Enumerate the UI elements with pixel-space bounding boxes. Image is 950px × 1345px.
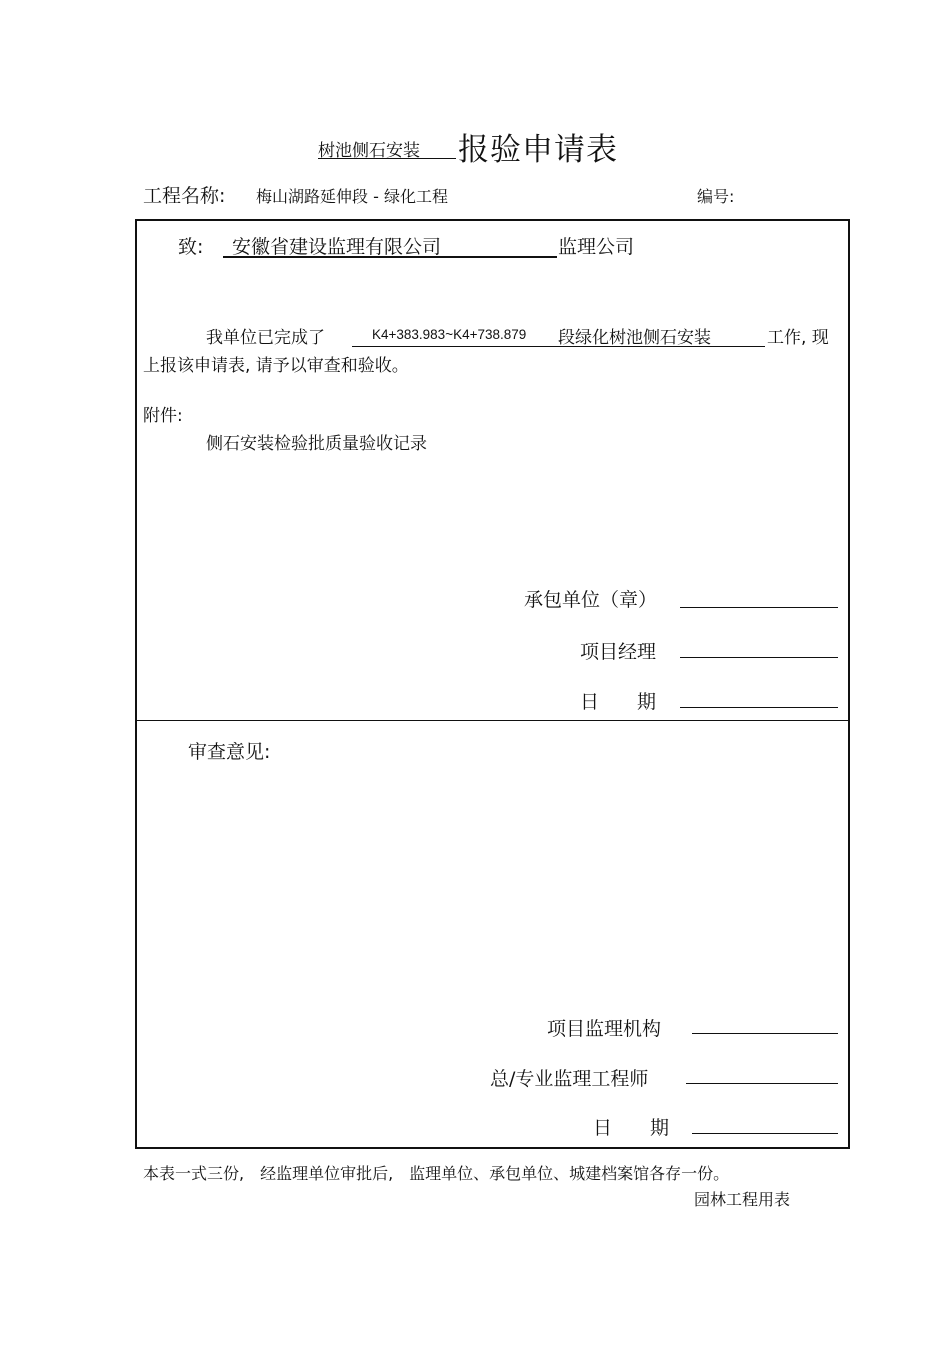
body-prefix: 我单位已完成了 [206,328,325,348]
form-subject: 树池侧石安装 [318,141,420,161]
page-title: 报验申请表 [458,132,618,168]
contractor-unit-signature-line[interactable] [680,607,838,608]
body-line2: 上报该申请表, 请予以审查和验收。 [143,356,409,376]
body-line1-end: 工作, 现 [767,328,829,348]
contractor-unit-label: 承包单位（章） [524,589,658,611]
supervising-engineer-signature-line[interactable] [686,1083,838,1084]
form-source: 园林工程用表 [694,1190,791,1209]
station-range: K4+383.983~K4+738.879 [372,327,527,342]
contractor-date-line[interactable] [680,707,838,708]
project-name-label: 工程名称: [143,185,226,207]
recipient-label: 致: [178,236,204,258]
recipient-suffix: 监理公司 [558,236,635,258]
recipient-underline [223,256,557,258]
review-opinion-label: 审查意见: [188,741,271,763]
section-divider [135,720,848,721]
project-manager-signature-line[interactable] [680,657,838,658]
project-name-value: 梅山湖路延伸段 - 绿化工程 [256,187,448,206]
recipient-company: 安徽省建设监理有限公司 [232,236,442,258]
project-manager-label: 项目经理 [580,641,657,663]
review-date-label: 日 期 [593,1117,670,1139]
contractor-date-label: 日 期 [580,691,657,713]
attachment-item: 侧石安装检验批质量验收记录 [206,434,427,454]
subject-underline [318,158,456,159]
work-underline [352,346,765,347]
supervision-org-label: 项目监理机构 [547,1018,662,1040]
footer-note: 本表一式三份, 经监理单位审批后, 监理单位、承包单位、城建档案馆各存一份。 [143,1164,730,1183]
form-number-label: 编号: [697,187,735,206]
supervising-engineer-label: 总/专业监理工程师 [490,1068,649,1090]
supervision-org-signature-line[interactable] [692,1033,838,1034]
review-date-line[interactable] [692,1133,838,1134]
attachment-label: 附件: [143,406,183,426]
work-section: 段绿化树池侧石安装 [558,328,711,348]
